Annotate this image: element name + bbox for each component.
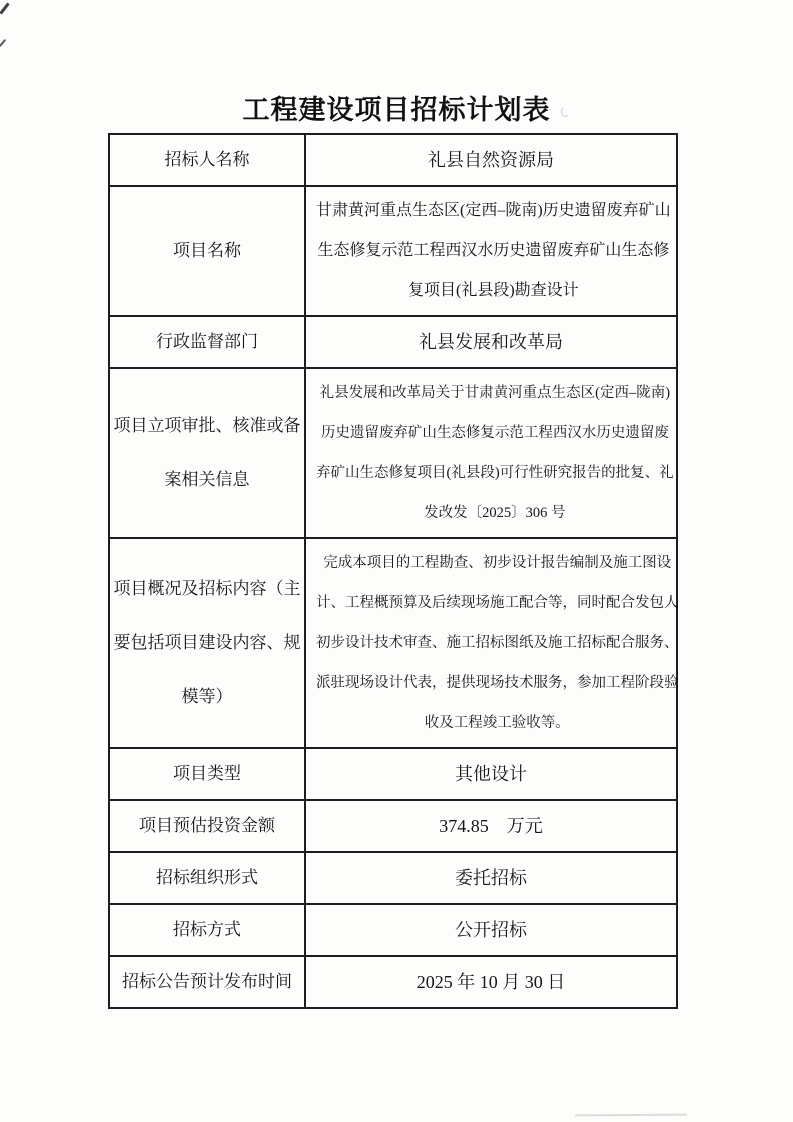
table-row [110,539,679,749]
label-text-line: 项目概况及招标内容（主 [113,579,301,598]
scan-smudge-title [561,106,570,117]
table-row [110,957,676,1007]
label-text-line: 行政监督部门 [156,332,258,351]
row-value [306,369,684,537]
label-text-line: 项目名称 [173,241,241,260]
value-text-line: 发改发〔2025〕306 号 [424,505,566,521]
value-text-line: 2025 年 10 月 30 日 [416,972,566,992]
label-text-line: 模等） [181,687,233,706]
pen-mark-top-left-1 [0,2,10,14]
row-value [306,801,676,851]
value-text-line: 甘肃黄河重点生态区(定西–陇南)历史遗留废弃矿山 [316,202,671,219]
row-label [110,539,306,747]
row-value [306,853,676,903]
value-text-line: 委托招标 [455,868,527,888]
row-label [110,801,306,851]
table-row [110,749,676,801]
row-label [110,957,306,1007]
row-label [110,905,306,955]
table-row [110,135,676,187]
table-row [110,853,676,905]
row-value [306,539,689,747]
scan-streak-bottom-right [575,1114,687,1117]
value-text-line: 礼县发展和改革局 [419,332,563,352]
value-text-line: 礼县发展和改革局关于甘肃黄河重点生态区(定西–陇南) [319,385,671,401]
table-row [110,801,676,853]
row-value [306,317,676,367]
label-text-line: 项目预估投资金额 [139,816,275,835]
label-text-line: 项目立项审批、核准或备 [113,416,301,435]
value-text-line: 公开招标 [455,920,527,940]
row-label [110,369,306,537]
label-text-line: 案相关信息 [164,470,250,489]
value-text-line: 复项目(礼县段)勘查设计 [408,282,579,299]
value-text-line: 历史遗留废弃矿山生态修复示范工程西汉水历史遗留废 [320,425,669,441]
label-text-line: 项目类型 [173,764,241,783]
pen-mark-top-left-2 [0,39,6,47]
value-text-line: 派驻现场设计代表，提供现场技术服务，参加工程阶段验 [316,675,679,691]
label-text-line: 招标人名称 [164,150,250,169]
row-value [306,187,681,315]
value-text-line: 计、工程概预算及后续现场施工配合等，同时配合发包人 [316,595,679,611]
bidding-plan-table [108,133,678,1009]
row-label [110,317,306,367]
value-text-line: 收及工程竣工验收等。 [424,715,570,731]
document-title: 工程建设项目招标计划表 [242,95,551,125]
label-text-line: 招标公告预计发布时间 [122,972,292,991]
table-row [110,187,676,317]
value-text-line: 弃矿山生态修复项目(礼县段)可行性研究报告的批复、礼 [316,465,674,481]
row-label [110,749,306,799]
row-label [110,853,306,903]
value-text-line: 374.85 万元 [439,816,543,836]
value-text-line: 生态修复示范工程西汉水历史遗留废弃矿山生态修 [317,242,670,259]
table-row [110,905,676,957]
value-text-line: 其他设计 [455,764,527,784]
value-text-line: 完成本项目的工程勘查、初步设计报告编制及施工图设 [323,555,672,571]
row-value [306,749,676,799]
row-label [110,187,306,315]
value-text-line: 初步设计技术审查、施工招标图纸及施工招标配合服务、 [316,635,679,651]
table-row [110,369,676,539]
row-value [306,135,676,185]
label-text-line: 招标方式 [173,920,241,939]
table-row [110,317,676,369]
label-text-line: 招标组织形式 [156,868,258,887]
row-label [110,135,306,185]
row-value [306,957,676,1007]
label-text-line: 要包括项目建设内容、规 [113,633,301,652]
row-value [306,905,676,955]
value-text-line: 礼县自然资源局 [428,150,554,170]
